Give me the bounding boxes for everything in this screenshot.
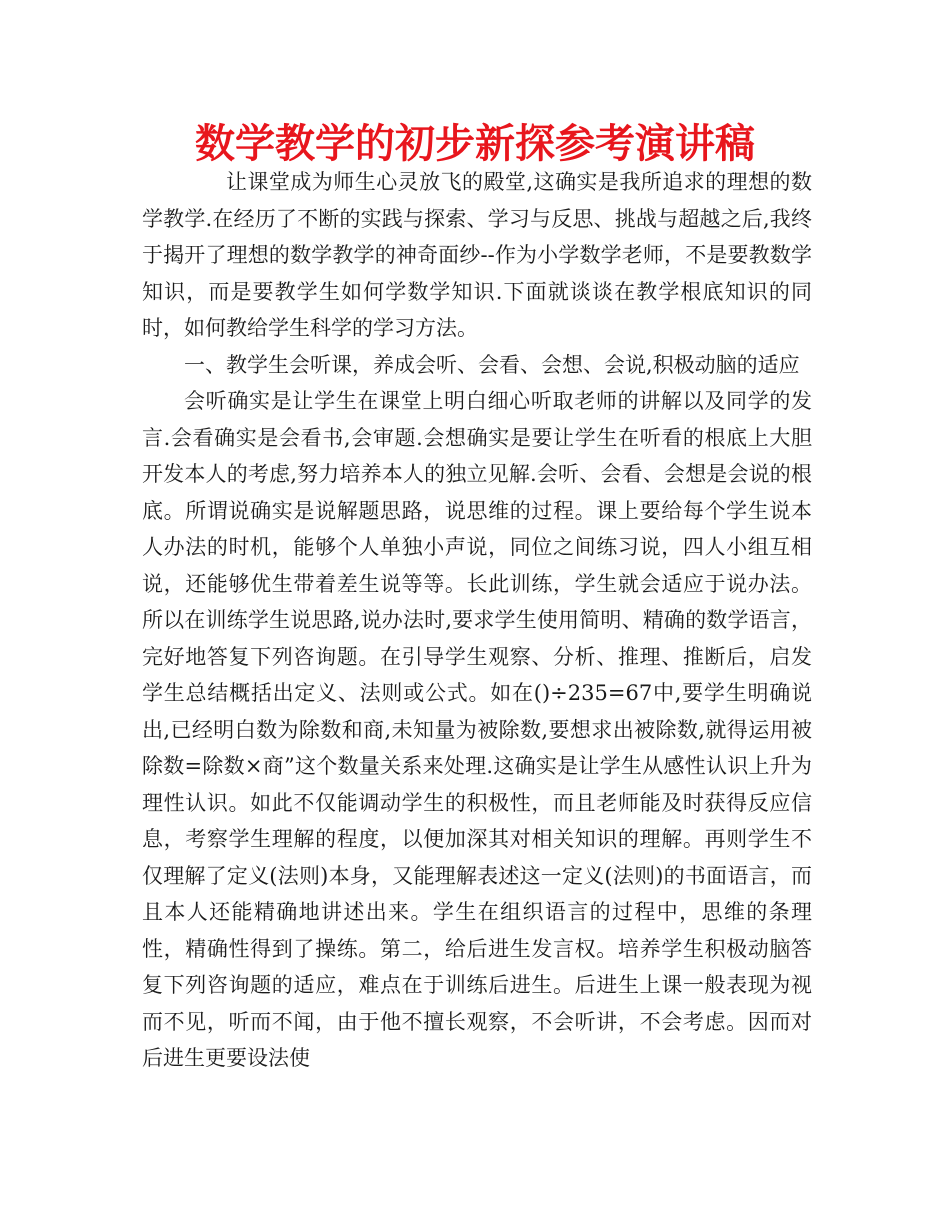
document-title: 数学教学的初步新探参考演讲稿 (195, 121, 755, 167)
section-heading-1: 一、教学生会听课，养成会听、会看、会想、会说,积极动脑的适应 (184, 352, 800, 377)
document-body (142, 164, 812, 1077)
intro-paragraph: 让课堂成为师生心灵放飞的殿堂,这确实是我所追求的理想的数学教学.在经历了不断的实践与探索、学习与反思、挑战与超越之后,我终于揭开了理想的数学教学的神奇面纱--作为小学数学老师，不是要教数学知识，而是要教学生如何学数学知识.下面就谈谈在教学根底知识的同时，如何教给学生科学的学习方法。 (142, 170, 812, 340)
section-body-paragraph: 会听确实是让学生在课堂上明白细心听取老师的讲解以及同学的发言.会看确实是会看书,会审题.会想确实是要让学生在听看的根底上大胆开发本人的考虑,努力培养本人的独立见解.会听、会看、会想是会说的根底。所谓说确实是说解题思路，说思维的过程。课上要给每个学生说本人办法的时机，能够个人单独小声说，同位之间练习说，四人小组互相说，还能够优生带着差生说等等。长此训练，学生就会适应于说办法。所以在训练学生说思路,说办法时,要求学生使用简明、精确的数学语言，完好地答复下列咨询题。在引导学生观察、分析、推理、推断后，启发学生总结概括出定义、法则或公式。如在()÷235=67中,要学生明确说出,已经明白数为除数和商,未知量为被除数,要想求出被除数,就得运用被除数=除数×商”这个数量关系来处理.这确实是让学生从感性认识上升为理性认识。如此不仅能调动学生的积极性，而且老师能及时获得反应信息，考察学生理解的程度，以便加深其对相关知识的理解。再则学生不仅理解了定义(法则)本身，又能理解表述这一定义(法则)的书面语言，而且本人还能精确地讲述出来。学生在组织语言的过程中，思维的条理性，精确性得到了操练。第二，给后进生发言权。培养学生积极动脑答复下列咨询题的适应，难点在于训练后进生。后进生上课一般表现为视而不见，听而不闻，由于他不擅长观察，不会听讲，不会考虑。因而对后进生更要设法使 (142, 389, 812, 1070)
